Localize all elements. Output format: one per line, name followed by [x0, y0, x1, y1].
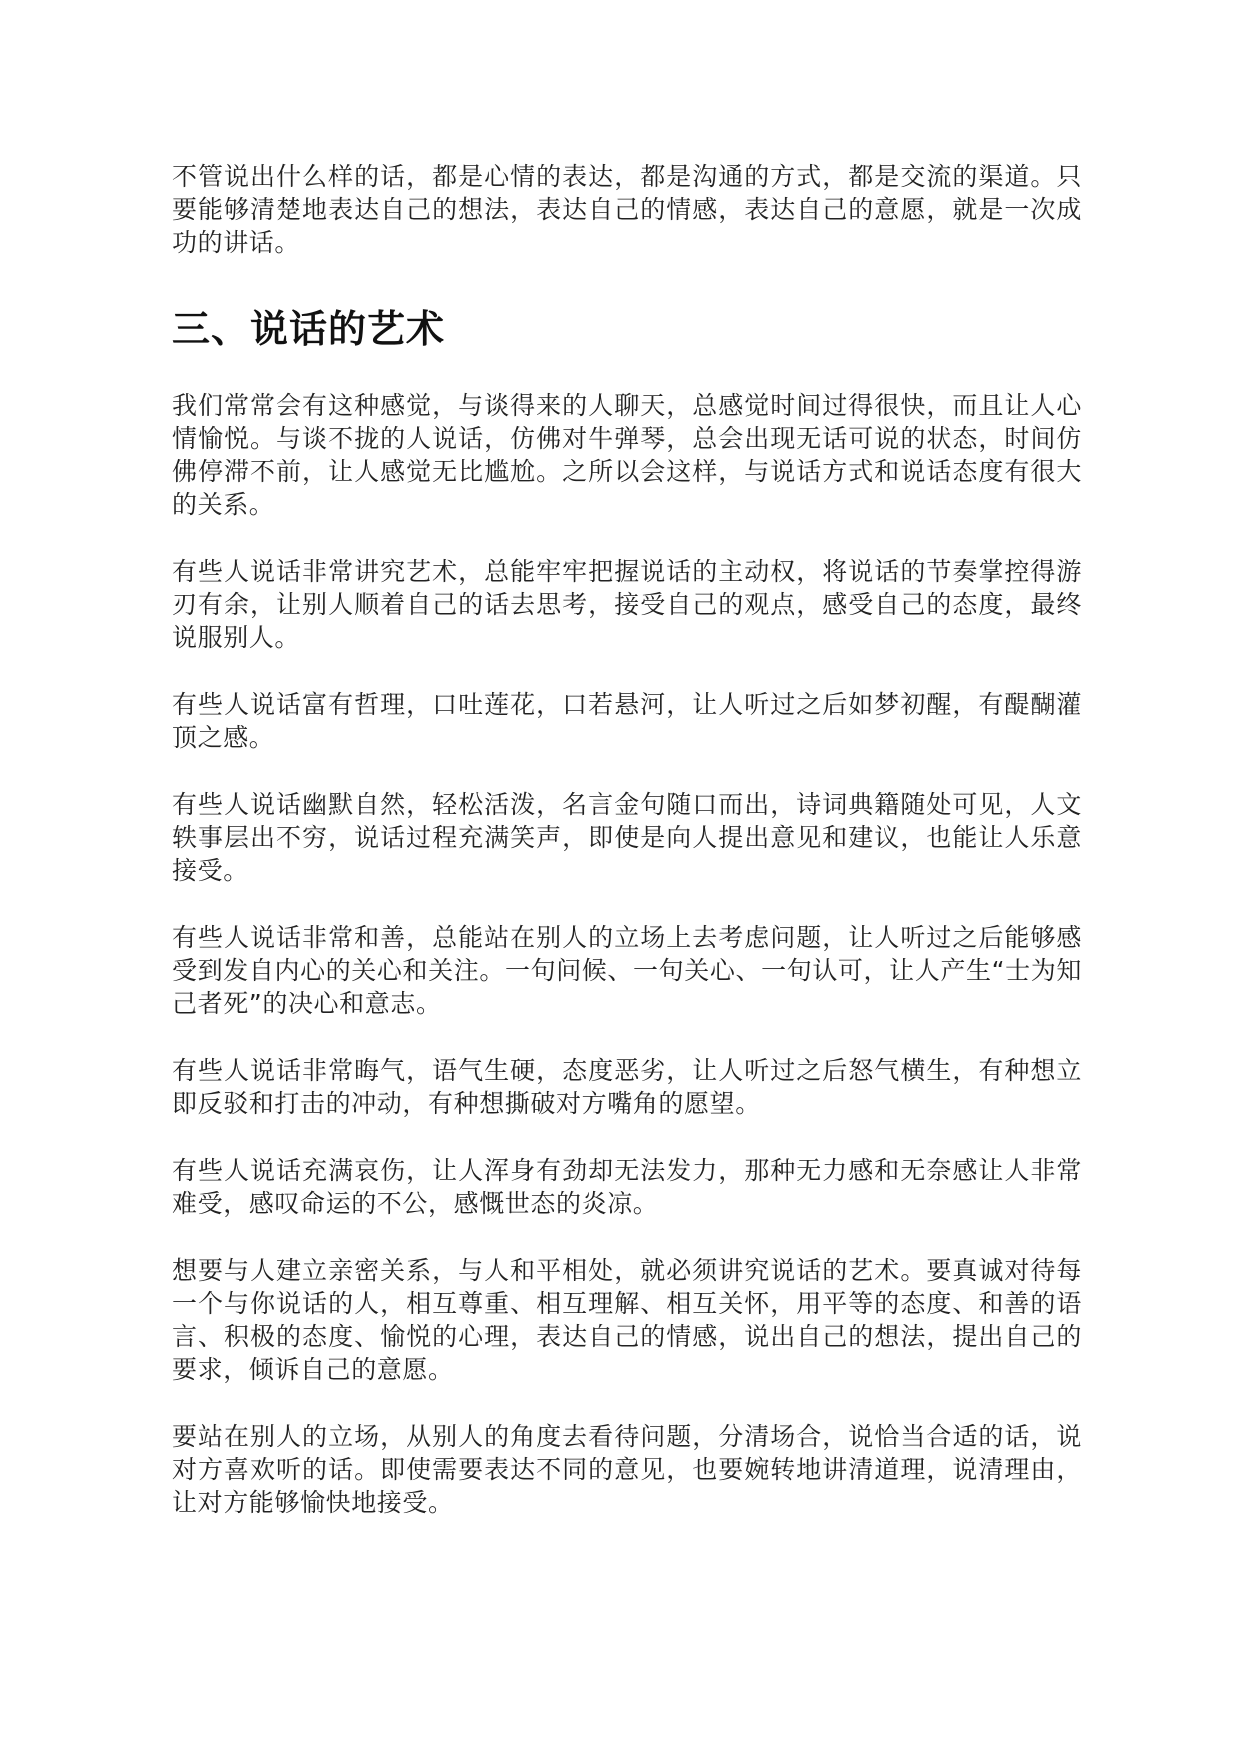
intro-paragraph: 不管说出什么样的话，都是心情的表达，都是沟通的方式，都是交流的渠道。只要能够清楚地表达自己的想法，表达自己的情感，表达自己的意愿，就是一次成功的讲话。	[172, 162, 1082, 257]
body-paragraph-1: 我们常常会有这种感觉，与谈得来的人聊天，总感觉时间过得很快，而且让人心情愉悦。与谈不拢的人说话，仿佛对牛弹琴，总会出现无话可说的状态，时间仿佛停滞不前，让人感觉无比尴尬。之所以会这样，与说话方式和说话态度有很大的关系。	[172, 391, 1082, 519]
body-paragraph-4: 有些人说话幽默自然，轻松活泼，名言金句随口而出，诗词典籍随处可见，人文轶事层出不穷，说话过程充满笑声，即使是向人提出意见和建议，也能让人乐意接受。	[172, 790, 1082, 885]
body-paragraph-7: 有些人说话充满哀伤，让人浑身有劲却无法发力，那种无力感和无奈感让人非常难受，感叹命运的不公，感慨世态的炎凉。	[172, 1156, 1082, 1218]
body-paragraph-2: 有些人说话非常讲究艺术，总能牢牢把握说话的主动权，将说话的节奏掌控得游刃有余，让别人顺着自己的话去思考，接受自己的观点，感受自己的态度，最终说服别人。	[172, 557, 1082, 652]
document-body	[172, 160, 1082, 1553]
section-heading: 三、说话的艺术	[172, 307, 446, 351]
body-paragraph-6: 有些人说话非常晦气，语气生硬，态度恶劣，让人听过之后怒气横生，有种想立即反驳和打击的冲动，有种想撕破对方嘴角的愿望。	[172, 1056, 1082, 1118]
body-paragraph-5: 有些人说话非常和善，总能站在别人的立场上去考虑问题，让人听过之后能够感受到发自内心的关心和关注。一句问候、一句关心、一句认可，让人产生“士为知己者死”的决心和意志。	[172, 923, 1082, 1018]
body-paragraph-8: 想要与人建立亲密关系，与人和平相处，就必须讲究说话的艺术。要真诚对待每一个与你说话的人，相互尊重、相互理解、相互关怀，用平等的态度、和善的语言、积极的态度、愉悦的心理，表达自己的情感，说出自己的想法，提出自己的要求，倾诉自己的意愿。	[172, 1256, 1082, 1384]
body-paragraph-3: 有些人说话富有哲理，口吐莲花，口若悬河，让人听过之后如梦初醒，有醍醐灌顶之感。	[172, 690, 1082, 752]
body-paragraph-9: 要站在别人的立场，从别人的角度去看待问题，分清场合，说恰当合适的话，说对方喜欢听的话。即使需要表达不同的意见，也要婉转地讲清道理，说清理由，让对方能够愉快地接受。	[172, 1422, 1082, 1517]
